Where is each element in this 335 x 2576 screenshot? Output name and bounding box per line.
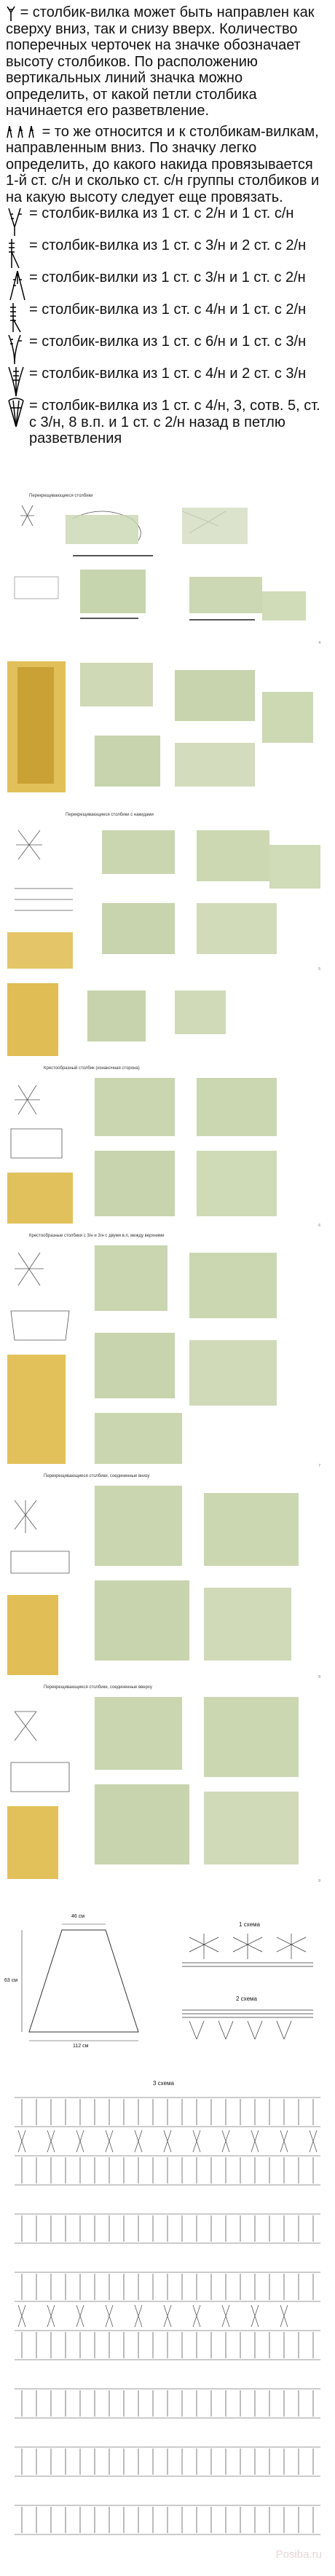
definition-row-1: = столбик-вилка из 1 ст. с 2/н и 1 ст. с/н [0, 205, 335, 237]
fork-symbol-3-icon [6, 269, 29, 302]
fork-symbol-2-icon [6, 237, 29, 269]
fork-symbol-5-icon [6, 334, 29, 366]
panel-1-title: Перекрещивающиеся столбики [29, 494, 93, 498]
fork-symbol-1-icon [6, 205, 29, 237]
panel-6-illustrations [0, 1682, 335, 1886]
panel-5-illustrations [0, 1471, 335, 1682]
definition-row-4: = столбик-вилка из 1 ст. с 4/н и 1 ст. с 2/н [0, 302, 335, 334]
panel-4-illustrations [0, 1231, 335, 1471]
instruction-panel-4: Крестообразные столбики с 3/н и 3/н с двумя в.п. между верхними 7 [0, 1231, 335, 1471]
intro-section [0, 0, 335, 447]
panel-1-illustrations [0, 489, 335, 648]
instruction-panel-1b [0, 648, 335, 808]
scheme-1-label: 1 схема [239, 1921, 260, 1928]
panel-4-title: Крестообразные столбики с 3/н и 3/н с двумя в.п. между верхними [29, 1234, 165, 1238]
panel-2-title: Перекрещивающиеся столбики с накидами [66, 813, 154, 817]
instruction-panel-2b [0, 976, 335, 1063]
instruction-panel-1: Перекрещивающиеся столбики 4 [0, 489, 335, 648]
definition-row-5: = столбик-вилка из 1 ст. с 6/н и 1 ст. с 3/н [0, 334, 335, 366]
dim-side-label: 63 см [4, 1978, 18, 1983]
definition-row-2: = столбик-вилка из 1 ст. с 3/н и 2 ст. с 2/н [0, 237, 335, 269]
fork-stitch-symbol-icon [6, 5, 16, 21]
scheme-2-label: 2 схема [236, 1996, 257, 2002]
panel-2-illustrations [0, 808, 335, 976]
instruction-panel-2: Перекрещивающиеся столбики с накидами 5 [0, 808, 335, 976]
dim-bottom-label: 112 см [73, 2044, 89, 2049]
panel-3-illustrations [0, 1063, 335, 1231]
watermark: Posiba.ru [275, 2548, 322, 2561]
panel-1b-illustrations [0, 648, 335, 808]
definition-row-6: = столбик-вилка из 1 ст. с 4/н и 2 ст. с 3/н [0, 366, 335, 398]
pattern-schemes-drawing [0, 1908, 335, 2572]
downward-fork-symbol-icon [6, 125, 38, 139]
instruction-panel-3: Крестообразный столбик (изнаночная сторона) 6 [0, 1063, 335, 1231]
definition-row-7: = столбик-вилка из 1 ст. с 4/н, 3, сотв. 5, ст. с 3/н, 8 в.п. и 1 ст. с 2/н назад в петлю разветвления [0, 398, 335, 447]
dim-top-label: 46 см [71, 1914, 85, 1919]
instruction-panel-5: Перекрещивающиеся столбики, соединенные внизу 8 [0, 1471, 335, 1682]
scheme-3-label: 3 схема [153, 2080, 174, 2087]
panel-5-title: Перекрещивающиеся столбики, соединенные внизу [44, 1474, 150, 1478]
fork-symbol-7-icon [6, 398, 29, 430]
intro-paragraph-1: = столбик-вилка может быть направлен как сверху вниз, так и снизу вверх. Количество поперечных черточек на значке обозначает высоту столбиков. По расположению вертикальных линий значка можно определить, от какой петли столбика начинается его разветвление. [6, 4, 315, 119]
panel-6-title: Перекрещивающиеся столбики, соединенные вверху [44, 1685, 152, 1690]
panel-3-title: Крестообразный столбик (изнаночная сторона) [44, 1066, 140, 1071]
definition-row-3: = столбик-вилки из 1 ст. с 3/н и 1 ст. с 2/н [0, 269, 335, 302]
instruction-panel-6: Перекрещивающиеся столбики, соединенные вверху 9 [0, 1682, 335, 1886]
fork-symbol-4-icon [6, 302, 29, 334]
pattern-schemes-section [0, 1908, 335, 2572]
panel-2b-illustrations [0, 976, 335, 1063]
fork-symbol-6-icon [6, 366, 29, 398]
intro-paragraph-2: = то же относится и к столбикам-вилкам, направленным вниз. По значку легко определить, до какого накида провязывается 1-й ст. с/н и сколько ст. с/н группы столбиков и на какую высоту следует еще провязать. [6, 123, 320, 205]
